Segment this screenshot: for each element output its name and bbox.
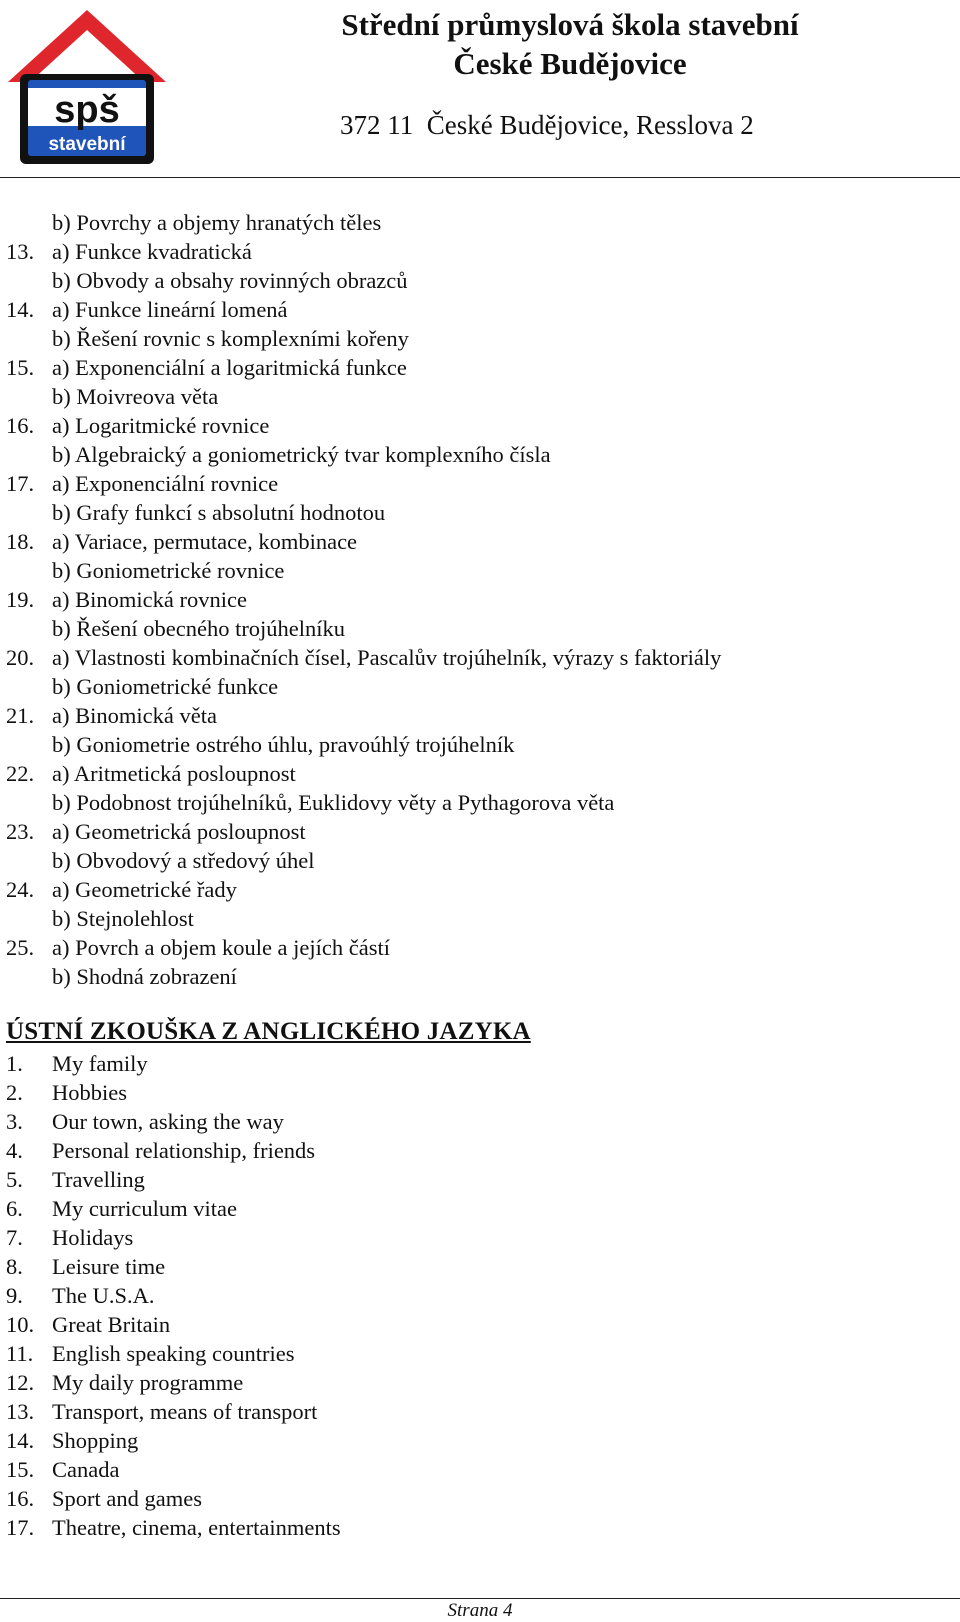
item-number: 14. [6,297,35,322]
math-topic-b [0,672,950,701]
school-name-line1: Střední průmyslová škola stavební [341,7,799,42]
math-topic-a [0,759,950,788]
item-text: a) Vlastnosti kombinačních čísel, Pascalův trojúhelník, výrazy s faktoriály [52,645,722,670]
item-text: a) Povrch a objem koule a jejích částí [52,935,391,960]
english-topic [0,1252,950,1281]
item-text: Hobbies [52,1080,127,1105]
item-text: Shopping [52,1428,139,1453]
english-topic [0,1339,950,1368]
page-content [0,208,950,1542]
school-name-line2: České Budějovice [453,46,687,81]
item-text: b) Goniometrické funkce [52,674,279,699]
math-topic-a [0,237,950,266]
english-topic [0,1078,950,1107]
page-header [0,0,960,178]
english-topic [0,1136,950,1165]
item-text: a) Logaritmické rovnice [52,413,270,438]
item-text: b) Goniometrické rovnice [52,558,285,583]
logo-roof [8,10,166,82]
item-text: English speaking countries [52,1341,295,1366]
item-text: b) Moivreova věta [52,384,219,409]
item-text: a) Binomická rovnice [52,587,247,612]
item-number: 16. [6,1486,35,1511]
logo-bottom-text: stavební [48,134,126,155]
item-number: 7. [6,1225,23,1250]
item-number: 17. [6,471,35,496]
item-text: Sport and games [52,1486,202,1511]
item-text: b) Stejnolehlost [52,906,194,931]
english-topic [0,1194,950,1223]
item-text: a) Variace, permutace, kombinace [52,529,358,554]
math-topic-a [0,585,950,614]
math-topic-b [0,440,950,469]
item-text: a) Aritmetická posloupnost [52,761,296,786]
english-topic [0,1484,950,1513]
item-number: 19. [6,587,35,612]
item-text: a) Funkce lineární lomená [52,297,288,322]
item-text: b) Obvody a obsahy rovinných obrazců [52,268,408,293]
footer-divider [0,1598,960,1599]
item-number: 11. [6,1341,34,1366]
math-topic-b [0,730,950,759]
english-topic-list [0,1049,950,1542]
item-text: My curriculum vitae [52,1196,237,1221]
item-text: a) Exponenciální a logaritmická funkce [52,355,407,380]
item-text: Personal relationship, friends [52,1138,316,1163]
math-topic-b [0,962,950,991]
math-topic-b [0,498,950,527]
item-number: 25. [6,935,35,960]
math-topic-a [0,353,950,382]
math-topic-b [0,382,950,411]
item-number: 5. [6,1167,23,1192]
item-text: b) Grafy funkcí s absolutní hodnotou [52,500,386,525]
math-topic-a [0,643,950,672]
english-topic [0,1368,950,1397]
item-text: b) Shodná zobrazení [52,964,237,989]
math-topic-b [0,324,950,353]
item-number: 4. [6,1138,23,1163]
school-logo [4,4,170,172]
header-divider [0,177,960,178]
item-text: a) Exponenciální rovnice [52,471,279,496]
logo-top-text: spš [54,89,120,131]
item-text: a) Binomická věta [52,703,217,728]
item-text: Canada [52,1457,120,1482]
item-text: b) Řešení rovnic s komplexními kořeny [52,326,409,351]
english-topic [0,1397,950,1426]
item-number: 21. [6,703,35,728]
item-text: Transport, means of transport [52,1399,318,1424]
math-topic-a [0,469,950,498]
english-topic [0,1513,950,1542]
item-text: Holidays [52,1225,134,1250]
item-text: b) Obvodový a středový úhel [52,848,315,873]
item-number: 1. [6,1051,23,1076]
math-topic-b [0,556,950,585]
item-text: a) Geometrické řady [52,877,237,902]
item-text: Leisure time [52,1254,166,1279]
school-address: 372 11 České Budějovice, Resslova 2 [340,110,754,140]
math-topic-b [0,846,950,875]
item-text: Our town, asking the way [52,1109,284,1134]
item-number: 20. [6,645,35,670]
math-continued-text: b) Povrchy a objemy hranatých těles [52,210,382,235]
item-number: 16. [6,413,35,438]
item-text: b) Goniometrie ostrého úhlu, pravoúhlý trojúhelník [52,732,515,757]
item-number: 14. [6,1428,35,1453]
item-text: The U.S.A. [52,1283,155,1308]
english-topic [0,1165,950,1194]
item-number: 6. [6,1196,23,1221]
item-text: a) Funkce kvadratická [52,239,252,264]
math-topic-a [0,527,950,556]
english-topic [0,1107,950,1136]
item-text: b) Řešení obecného trojúhelníku [52,616,346,641]
item-number: 2. [6,1080,23,1105]
item-number: 13. [6,1399,35,1424]
math-topic-b [0,266,950,295]
math-topic-a [0,933,950,962]
item-number: 3. [6,1109,23,1134]
item-number: 22. [6,761,35,786]
math-topic-a [0,701,950,730]
item-text: My family [52,1051,148,1076]
item-text: b) Algebraický a goniometrický tvar komplexního čísla [52,442,551,467]
item-number: 12. [6,1370,35,1395]
item-text: My daily programme [52,1370,244,1395]
item-number: 18. [6,529,35,554]
math-topic-a [0,817,950,846]
english-topic [0,1281,950,1310]
english-topic [0,1049,950,1078]
item-number: 8. [6,1254,23,1279]
math-topic-a [0,295,950,324]
item-text: Great Britain [52,1312,171,1337]
item-number: 15. [6,355,35,380]
page-number: Strana 4 [447,1600,513,1621]
section-gap [0,991,950,1015]
english-topic [0,1310,950,1339]
item-number: 13. [6,239,35,264]
item-number: 24. [6,877,35,902]
item-number: 9. [6,1283,23,1308]
math-continued-item [0,208,950,237]
english-topic [0,1426,950,1455]
math-topic-a [0,875,950,904]
math-topic-b [0,904,950,933]
english-topic [0,1223,950,1252]
math-topic-a [0,411,950,440]
item-number: 23. [6,819,35,844]
math-topic-b [0,614,950,643]
item-number: 15. [6,1457,35,1482]
english-section-title: ÚSTNÍ ZKOUŠKA Z ANGLICKÉHO JAZYKA [6,1018,531,1045]
math-topic-b [0,788,950,817]
english-topic [0,1455,950,1484]
item-text: b) Podobnost trojúhelníků, Euklidovy věty a Pythagorova věta [52,790,615,815]
item-number: 17. [6,1515,35,1540]
item-text: Travelling [52,1167,145,1192]
item-text: a) Geometrická posloupnost [52,819,306,844]
item-number: 10. [6,1312,35,1337]
item-text: Theatre, cinema, entertainments [52,1515,341,1540]
math-topic-list [0,237,950,991]
